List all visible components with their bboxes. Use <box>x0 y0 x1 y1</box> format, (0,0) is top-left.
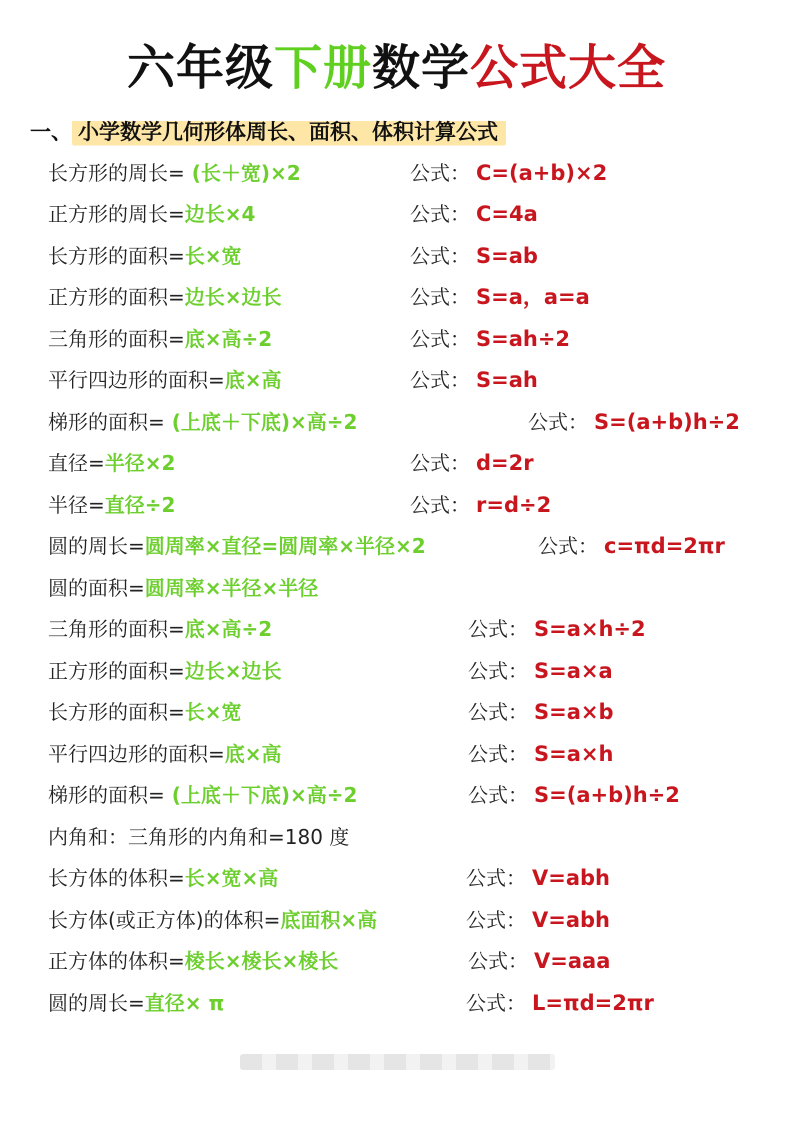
formula-symbolic <box>468 609 646 649</box>
formula-words: 长×宽 <box>184 700 242 724</box>
formula-label: 三角形的面积= <box>48 617 185 641</box>
formula-symbolic <box>410 443 534 483</box>
title-part-1: 六年级 <box>126 40 274 96</box>
formula-expression: S=a×h <box>534 742 614 766</box>
formula-expression: L=πd=2πr <box>532 991 654 1015</box>
formula-prefix: 公式： <box>468 617 528 641</box>
formula-description <box>48 194 255 234</box>
formula-label: 梯形的面积= <box>48 783 165 807</box>
formula-expression: d=2r <box>476 451 534 475</box>
formula-expression: V=abh <box>532 908 611 932</box>
formula-row <box>0 360 793 400</box>
formula-words: 边长×4 <box>184 202 256 226</box>
formula-row <box>0 236 793 276</box>
formula-description <box>48 485 175 525</box>
formula-row <box>0 983 793 1023</box>
formula-row <box>0 775 793 815</box>
formula-prefix: 公式： <box>468 659 528 683</box>
formula-words: 长×宽×高 <box>184 866 279 890</box>
formula-expression: S=(a+b)h÷2 <box>594 410 740 434</box>
formula-symbolic <box>468 692 614 732</box>
formula-description <box>48 153 301 193</box>
formula-label: 长方体(或正方体)的体积= <box>48 908 281 932</box>
formula-label: 梯形的面积= <box>48 410 165 434</box>
formula-words: (上底＋下底)×高÷2 <box>164 783 358 807</box>
formula-description <box>48 775 357 815</box>
formula-symbolic <box>468 734 613 774</box>
formula-expression: V=aaa <box>534 949 611 973</box>
formula-words: (长＋宽)×2 <box>184 161 301 185</box>
formula-words: (上底＋下底)×高÷2 <box>164 410 358 434</box>
formula-prefix: 公式： <box>410 451 470 475</box>
formula-description <box>48 402 357 442</box>
formula-label: 长方形的周长= <box>48 161 185 185</box>
formula-row <box>0 817 793 857</box>
formula-words: 直径× π <box>144 991 225 1015</box>
formula-symbolic <box>466 983 654 1023</box>
formula-expression: r=d÷2 <box>476 493 552 517</box>
formula-description <box>48 609 272 649</box>
formula-label: 圆的周长= <box>48 534 145 558</box>
formula-expression: C=4a <box>476 202 538 226</box>
formula-symbolic <box>410 153 607 193</box>
formula-row <box>0 194 793 234</box>
formula-row <box>0 402 793 442</box>
formula-words: 半径×2 <box>104 451 176 475</box>
formula-row <box>0 485 793 525</box>
formula-description <box>48 651 282 691</box>
formula-words: 边长×边长 <box>184 659 282 683</box>
formula-label: 长方形的面积= <box>48 700 185 724</box>
formula-description <box>48 319 272 359</box>
formula-words: 底×高÷2 <box>184 617 273 641</box>
formula-row <box>0 153 793 193</box>
formula-prefix: 公式： <box>466 866 526 890</box>
formula-description <box>48 734 282 774</box>
formula-words: 底×高 <box>224 742 282 766</box>
formula-words: 长×宽 <box>184 244 242 268</box>
formula-prefix: 公式： <box>468 742 528 766</box>
formula-expression: c=πd=2πr <box>604 534 725 558</box>
formula-expression: S=ah÷2 <box>476 327 571 351</box>
formula-expression: S=ah <box>476 368 538 392</box>
formula-symbolic <box>468 941 610 981</box>
formula-description <box>48 983 224 1023</box>
formula-prefix: 公式： <box>466 991 526 1015</box>
formula-words: 棱长×棱长×棱长 <box>184 949 339 973</box>
formula-words: 底×高÷2 <box>184 327 273 351</box>
formula-prefix: 公式： <box>410 285 470 309</box>
formula-prefix: 公式： <box>528 410 588 434</box>
formula-prefix: 公式： <box>538 534 598 558</box>
formula-label: 长方体的体积= <box>48 866 185 890</box>
formula-label: 圆的周长= <box>48 991 145 1015</box>
formula-label: 半径= <box>48 493 105 517</box>
formula-prefix: 公式： <box>468 700 528 724</box>
formula-label: 圆的面积= <box>48 576 145 600</box>
formula-row <box>0 734 793 774</box>
formula-words: 底面积×高 <box>280 908 378 932</box>
formula-prefix: 公式： <box>468 783 528 807</box>
formula-prefix: 公式： <box>410 244 470 268</box>
formula-symbolic <box>410 360 538 400</box>
formula-description <box>48 858 278 898</box>
section-heading <box>30 114 506 150</box>
formula-description <box>48 568 318 608</box>
title-part-4: 公式大全 <box>470 40 667 96</box>
formula-label: 正方形的面积= <box>48 659 185 683</box>
formula-expression: V=abh <box>532 866 611 890</box>
formula-label: 内角和：三角形的内角和=180 度 <box>48 825 350 849</box>
formula-symbolic <box>410 236 538 276</box>
formula-words: 圆周率×半径×半径 <box>144 576 319 600</box>
page-title <box>0 36 793 100</box>
formula-row <box>0 568 793 608</box>
formula-row <box>0 941 793 981</box>
formula-symbolic <box>468 775 680 815</box>
formula-description <box>48 692 242 732</box>
formula-symbolic <box>410 319 570 359</box>
formula-symbolic <box>466 858 610 898</box>
formula-symbolic <box>528 402 740 442</box>
formula-expression: C=(a+b)×2 <box>476 161 608 185</box>
formula-description <box>48 277 282 317</box>
formula-words: 圆周率×直径=圆周率×半径×2 <box>144 534 426 558</box>
formula-symbolic <box>466 900 610 940</box>
formula-expression: S=a×h÷2 <box>534 617 646 641</box>
formula-row <box>0 526 793 566</box>
formula-prefix: 公式： <box>410 161 470 185</box>
blurred-watermark <box>240 1054 555 1070</box>
formula-row <box>0 651 793 691</box>
section-number: 一、 <box>30 120 72 144</box>
formula-symbolic <box>410 194 538 234</box>
formula-words: 底×高 <box>224 368 282 392</box>
formula-description <box>48 941 338 981</box>
formula-description <box>48 236 242 276</box>
formula-symbolic <box>538 526 725 566</box>
formula-expression: S=ab <box>476 244 538 268</box>
title-part-2: 下册 <box>273 40 372 96</box>
formula-description <box>48 817 349 857</box>
formula-row <box>0 277 793 317</box>
title-part-3: 数学 <box>372 40 471 96</box>
formula-expression: S=a×b <box>534 700 614 724</box>
formula-row <box>0 443 793 483</box>
formula-row <box>0 900 793 940</box>
formula-row <box>0 692 793 732</box>
formula-prefix: 公式： <box>410 202 470 226</box>
formula-words: 边长×边长 <box>184 285 282 309</box>
formula-row <box>0 858 793 898</box>
formula-prefix: 公式： <box>410 493 470 517</box>
section-heading-text: 小学数学几何形体周长、面积、体积计算公式 <box>72 114 506 150</box>
formula-expression: S=a×a <box>534 659 613 683</box>
formula-row <box>0 609 793 649</box>
formula-prefix: 公式： <box>410 368 470 392</box>
formula-prefix: 公式： <box>410 327 470 351</box>
formula-expression: S=a，a=a <box>476 285 590 309</box>
formula-label: 平行四边形的面积= <box>48 368 225 392</box>
formula-prefix: 公式： <box>468 949 528 973</box>
formula-label: 三角形的面积= <box>48 327 185 351</box>
formula-symbolic <box>410 277 590 317</box>
formula-description <box>48 526 426 566</box>
formula-description <box>48 900 377 940</box>
formula-symbolic <box>410 485 551 525</box>
formula-label: 长方形的面积= <box>48 244 185 268</box>
formula-description <box>48 360 282 400</box>
formula-description <box>48 443 175 483</box>
formula-label: 直径= <box>48 451 105 475</box>
formula-label: 正方形的周长= <box>48 202 185 226</box>
formula-words: 直径÷2 <box>104 493 176 517</box>
formula-expression: S=(a+b)h÷2 <box>534 783 680 807</box>
formula-prefix: 公式： <box>466 908 526 932</box>
formula-label: 平行四边形的面积= <box>48 742 225 766</box>
formula-row <box>0 319 793 359</box>
formula-label: 正方形的面积= <box>48 285 185 309</box>
formula-label: 正方体的体积= <box>48 949 185 973</box>
formula-symbolic <box>468 651 613 691</box>
